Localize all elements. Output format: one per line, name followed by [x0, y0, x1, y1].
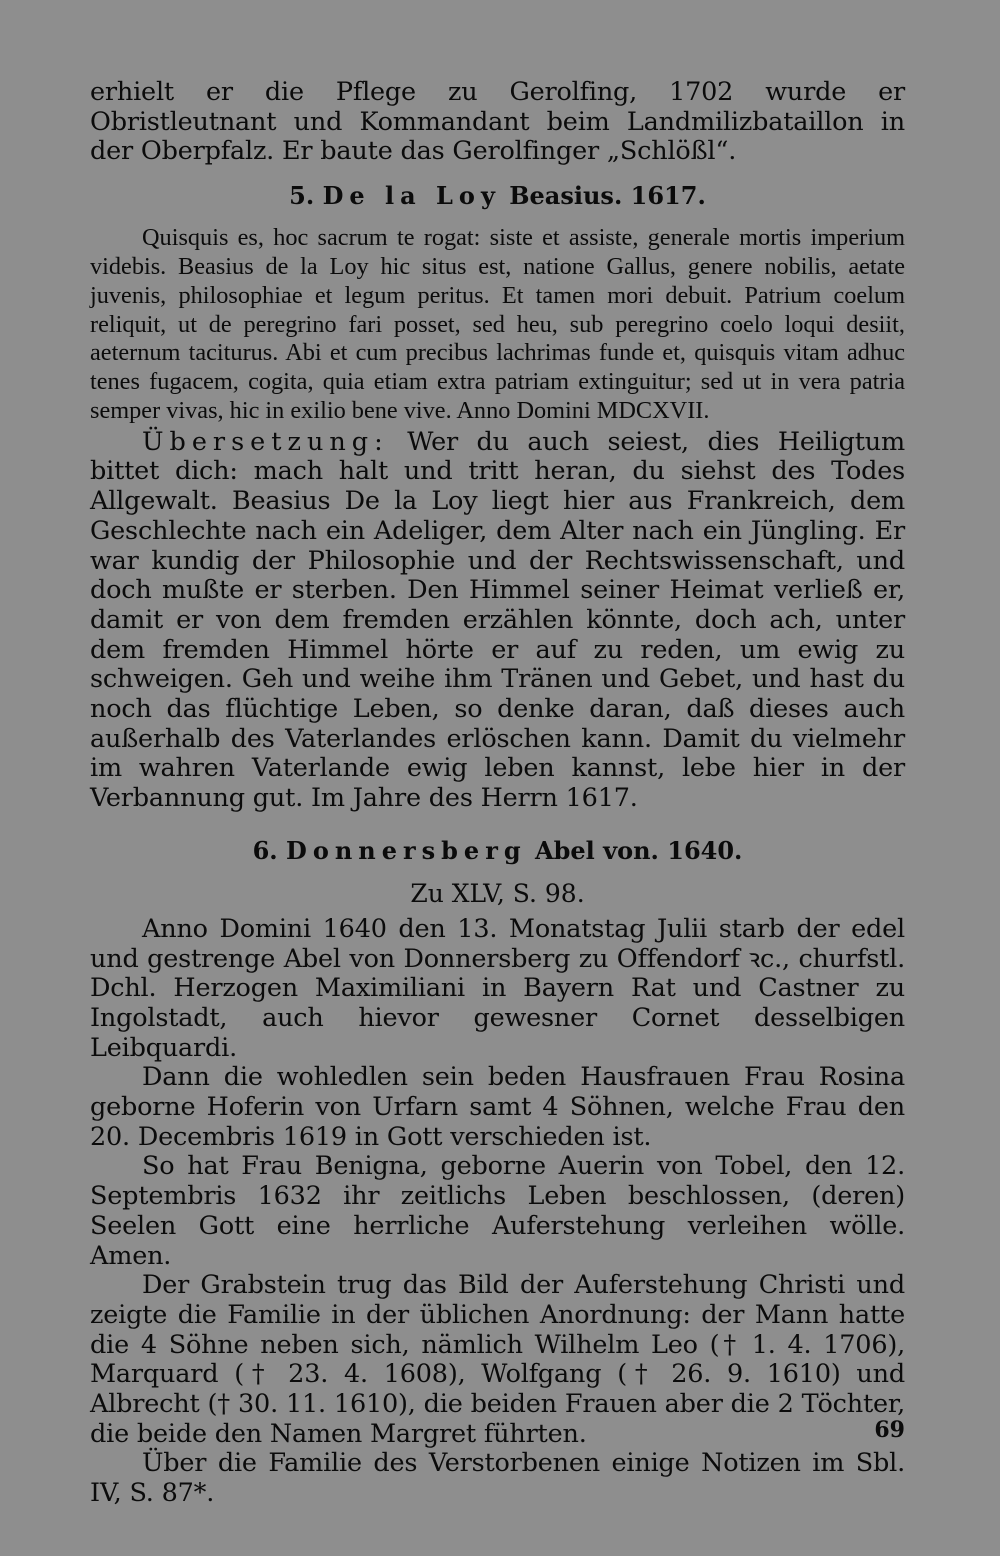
- section-6-reference: Zu XLV, S. 98.: [410, 878, 585, 908]
- page-number: 69: [874, 1417, 905, 1443]
- section-6-title-rest: Abel von. 1640.: [534, 835, 743, 865]
- section-6-paragraph-1: Anno Domini 1640 den 13. Monatstag Julii starb der edel und gestrenge Abel von Donnersberg zu Offendorf ꝛc., churfstl. Dchl. Herzogen Maximiliani in Bayern Rat und Castner zu Ingolstadt, auch hievor gewesner Cornet desselbigen Leibquardi.: [90, 913, 905, 1063]
- intro-paragraph: erhielt er die Pflege zu Gerolfing, 1702 wurde er Obristleutnant und Kommandant beim Landmilizbataillon in der Oberpfalz. Er baute das Gerolfinger „Schlößl“.: [90, 77, 905, 167]
- section-5-name: De la Loy: [322, 181, 501, 211]
- translation-paragraph: [90, 428, 905, 814]
- section-6-name: Donnersberg: [286, 835, 527, 865]
- section-6-paragraph-2: Dann die wohledlen sein beden Hausfrauen Frau Rosina geborne Hoferin von Urfarn samt 4 Söhnen, welche Frau den 20. Decembris 1619 in Gott verschieden ist.: [90, 1062, 905, 1152]
- translation-label: Übersetzung:: [142, 426, 389, 457]
- section-6-paragraph-5: Über die Familie des Verstorbenen einige Notizen im Sbl. IV, S. 87*.: [90, 1448, 905, 1509]
- section-5-title-rest: Beasius. 1617.: [509, 181, 706, 211]
- latin-inscription: Quisquis es, hoc sacrum te rogat: siste et assiste, generale mortis imperium videbis. Beasius de la Loy hic situs est, natione Gallus, genere nobilis, aetate juvenis, philosophiae et legum peritus. Et tamen mori debuit. Patrium coelum reliquit, ut de peregrino fari posset, sed heu, sub peregrino coelo loqui desiit, aeternum taciturus. Abi et cum precibus lachrimas funde et, quisquis vitam adhuc tenes fugacem, cogita, quia etiam extra patriam extinguitur; sed ut in vera patria semper vivas, hic in exilio bene vive. Anno Domini MDCXVII.: [90, 224, 905, 424]
- section-6-paragraph-3: So hat Frau Benigna, geborne Auerin von Tobel, den 12. Septembris 1632 ihr zeitlichs Leben beschlossen, (deren) Seelen Gott eine herrliche Auferstehung verleihen wölle. Amen.: [90, 1151, 905, 1271]
- section-6-paragraph-4: Der Grabstein trug das Bild der Auferstehung Christi und zeigte die Familie in der üblichen Anordnung: der Mann hatte die 4 Söhne neben sich, nämlich Wilhelm Leo († 1. 4. 1706), Marquard († 23. 4. 1608), Wolfgang († 26. 9. 1610) und Albrecht († 30. 11. 1610), die beiden Frauen aber die 2 Töchter, die beide den Namen Margret führten.: [90, 1270, 905, 1449]
- section-5-number: 5.: [289, 181, 315, 211]
- section-6-heading: [90, 836, 905, 866]
- section-6-number: 6.: [252, 835, 278, 865]
- section-5-heading: [90, 181, 905, 211]
- translation-text: Wer du auch seiest, dies Heiligtum bittet dich: mach halt und tritt heran, du siehst des Todes Allgewalt. Beasius De la Loy liegt hier aus Frankreich, dem Geschlechte nach ein Adeliger, dem Alter nach ein Jüngling. Er war kundig der Philosophie und der Rechtswissenschaft, und doch mußte er sterben. Den Himmel seiner Heimat verließ er, damit er von dem fremden erzählen könnte, doch ach, unter dem fremden Himmel hörte er auf zu reden, um ewig zu schweigen. Geh und weihe ihm Tränen und Gebet, und hast du noch das flüchtige Leben, so denke daran, daß dieses auch außerhalb des Vaterlandes erlöschen kann. Damit du vielmehr im wahren Vaterlande ewig leben kannst, lebe hier in der Verbannung gut. Im Jahre des Herrn 1617.: [90, 426, 905, 814]
